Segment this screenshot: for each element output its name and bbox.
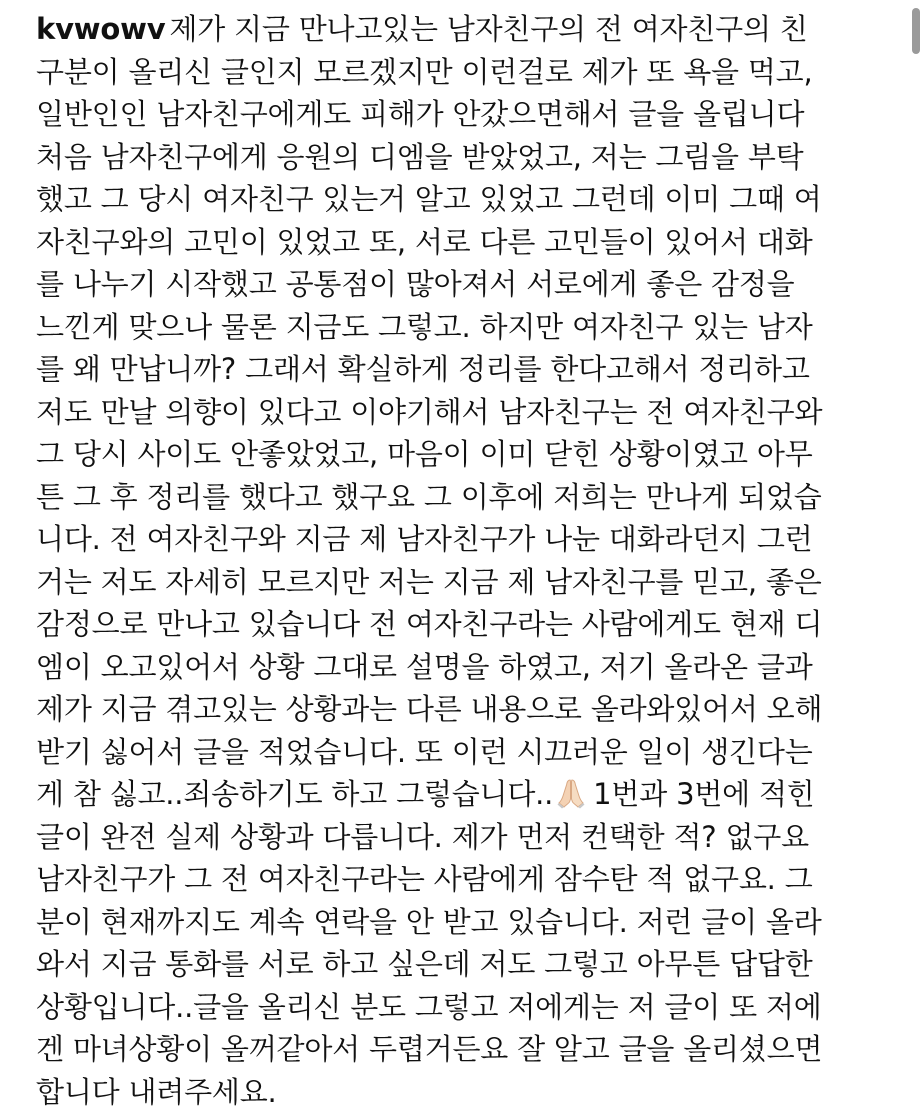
caption-line-3: 일반인인 남자친구에게도 피해가 안갔으면해서 글을 올립니다: [36, 93, 886, 136]
caption-line-21: 남자친구가 그 전 여자친구라는 사람에게 잠수탄 적 없구요. 그: [36, 858, 886, 901]
caption-line-22: 분이 현재까지도 계속 연락을 안 받고 있습니다. 저런 글이 올라: [36, 901, 886, 944]
caption-line-23: 와서 지금 통화를 서로 하고 싶은데 저도 그렇고 아무튼 답답한: [36, 943, 886, 986]
caption-line-7: 를 나누기 시작했고 공통점이 많아져서 서로에게 좋은 감정을: [36, 263, 886, 306]
caption-line-26: 합니다 내려주세요.: [36, 1071, 886, 1113]
caption-line-10: 저도 만날 의향이 있다고 이야기해서 남자친구는 전 여자친구와: [36, 391, 886, 434]
post-caption: [36, 8, 886, 1113]
caption-line-11: 그 당시 사이도 안좋았었고, 마음이 이미 닫힌 상황이였고 아무: [36, 433, 886, 476]
caption-line-5: 했고 그 당시 여자친구 있는거 알고 있었고 그런데 이미 그때 여: [36, 178, 886, 221]
caption-line-16: 엠이 오고있어서 상황 그대로 설명을 하였고, 저기 올라온 글과: [36, 646, 886, 689]
caption-text: 제가 지금 만나고있는 남자친구의 전 여자친구의 친: [169, 12, 807, 46]
username-link[interactable]: kvwowv: [36, 12, 165, 46]
caption-line-15: 감정으로 만나고 있습니다 전 여자친구라는 사람에게도 현재 디: [36, 603, 886, 646]
caption-line-24: 상황입니다..글을 올리신 분도 그렇고 저에게는 저 글이 또 저에: [36, 986, 886, 1029]
caption-line-6: 자친구와의 고민이 있었고 또, 서로 다른 고민들이 있어서 대화: [36, 221, 886, 264]
caption-line-4: 처음 남자친구에게 응원의 디엠을 받았었고, 저는 그림을 부탁: [36, 136, 886, 179]
caption-line-12: 튼 그 후 정리를 했다고 했구요 그 이후에 저희는 만나게 되었습: [36, 476, 886, 519]
caption-text: 1번과 3번에 적힌: [593, 777, 814, 811]
caption-line-2: 구분이 올리신 글인지 모르겠지만 이런걸로 제가 또 욕을 먹고,: [36, 51, 886, 94]
caption-line-9: 를 왜 만납니까? 그래서 확실하게 정리를 한다고해서 정리하고: [36, 348, 886, 391]
caption-line-13: 니다. 전 여자친구와 지금 제 남자친구가 나눈 대화라던지 그런: [36, 518, 886, 561]
scrollbar[interactable]: [912, 8, 920, 54]
caption-text: 게 참 싫고..죄송하기도 하고 그렇습니다..: [36, 777, 553, 811]
caption-line-18: 받기 싫어서 글을 적었습니다. 또 이런 시끄러운 일이 생긴다는: [36, 731, 886, 774]
caption-line-14: 거는 저도 자세히 모르지만 저는 지금 제 남자친구를 믿고, 좋은: [36, 561, 886, 604]
caption-line-20: 글이 완전 실제 상황과 다릅니다. 제가 먼저 컨택한 적? 없구요: [36, 816, 886, 859]
caption-line-25: 겐 마녀상황이 올꺼같아서 두렵거든요 잘 알고 글을 올리셨으면: [36, 1028, 886, 1071]
caption-line-17: 제가 지금 겪고있는 상황과는 다른 내용으로 올라와있어서 오해: [36, 688, 886, 731]
caption-line-19: [36, 773, 886, 816]
folded-hands-icon: [555, 777, 587, 821]
caption-line-1: [36, 8, 886, 51]
caption-line-8: 느낀게 맞으나 물론 지금도 그렇고. 하지만 여자친구 있는 남자: [36, 306, 886, 349]
